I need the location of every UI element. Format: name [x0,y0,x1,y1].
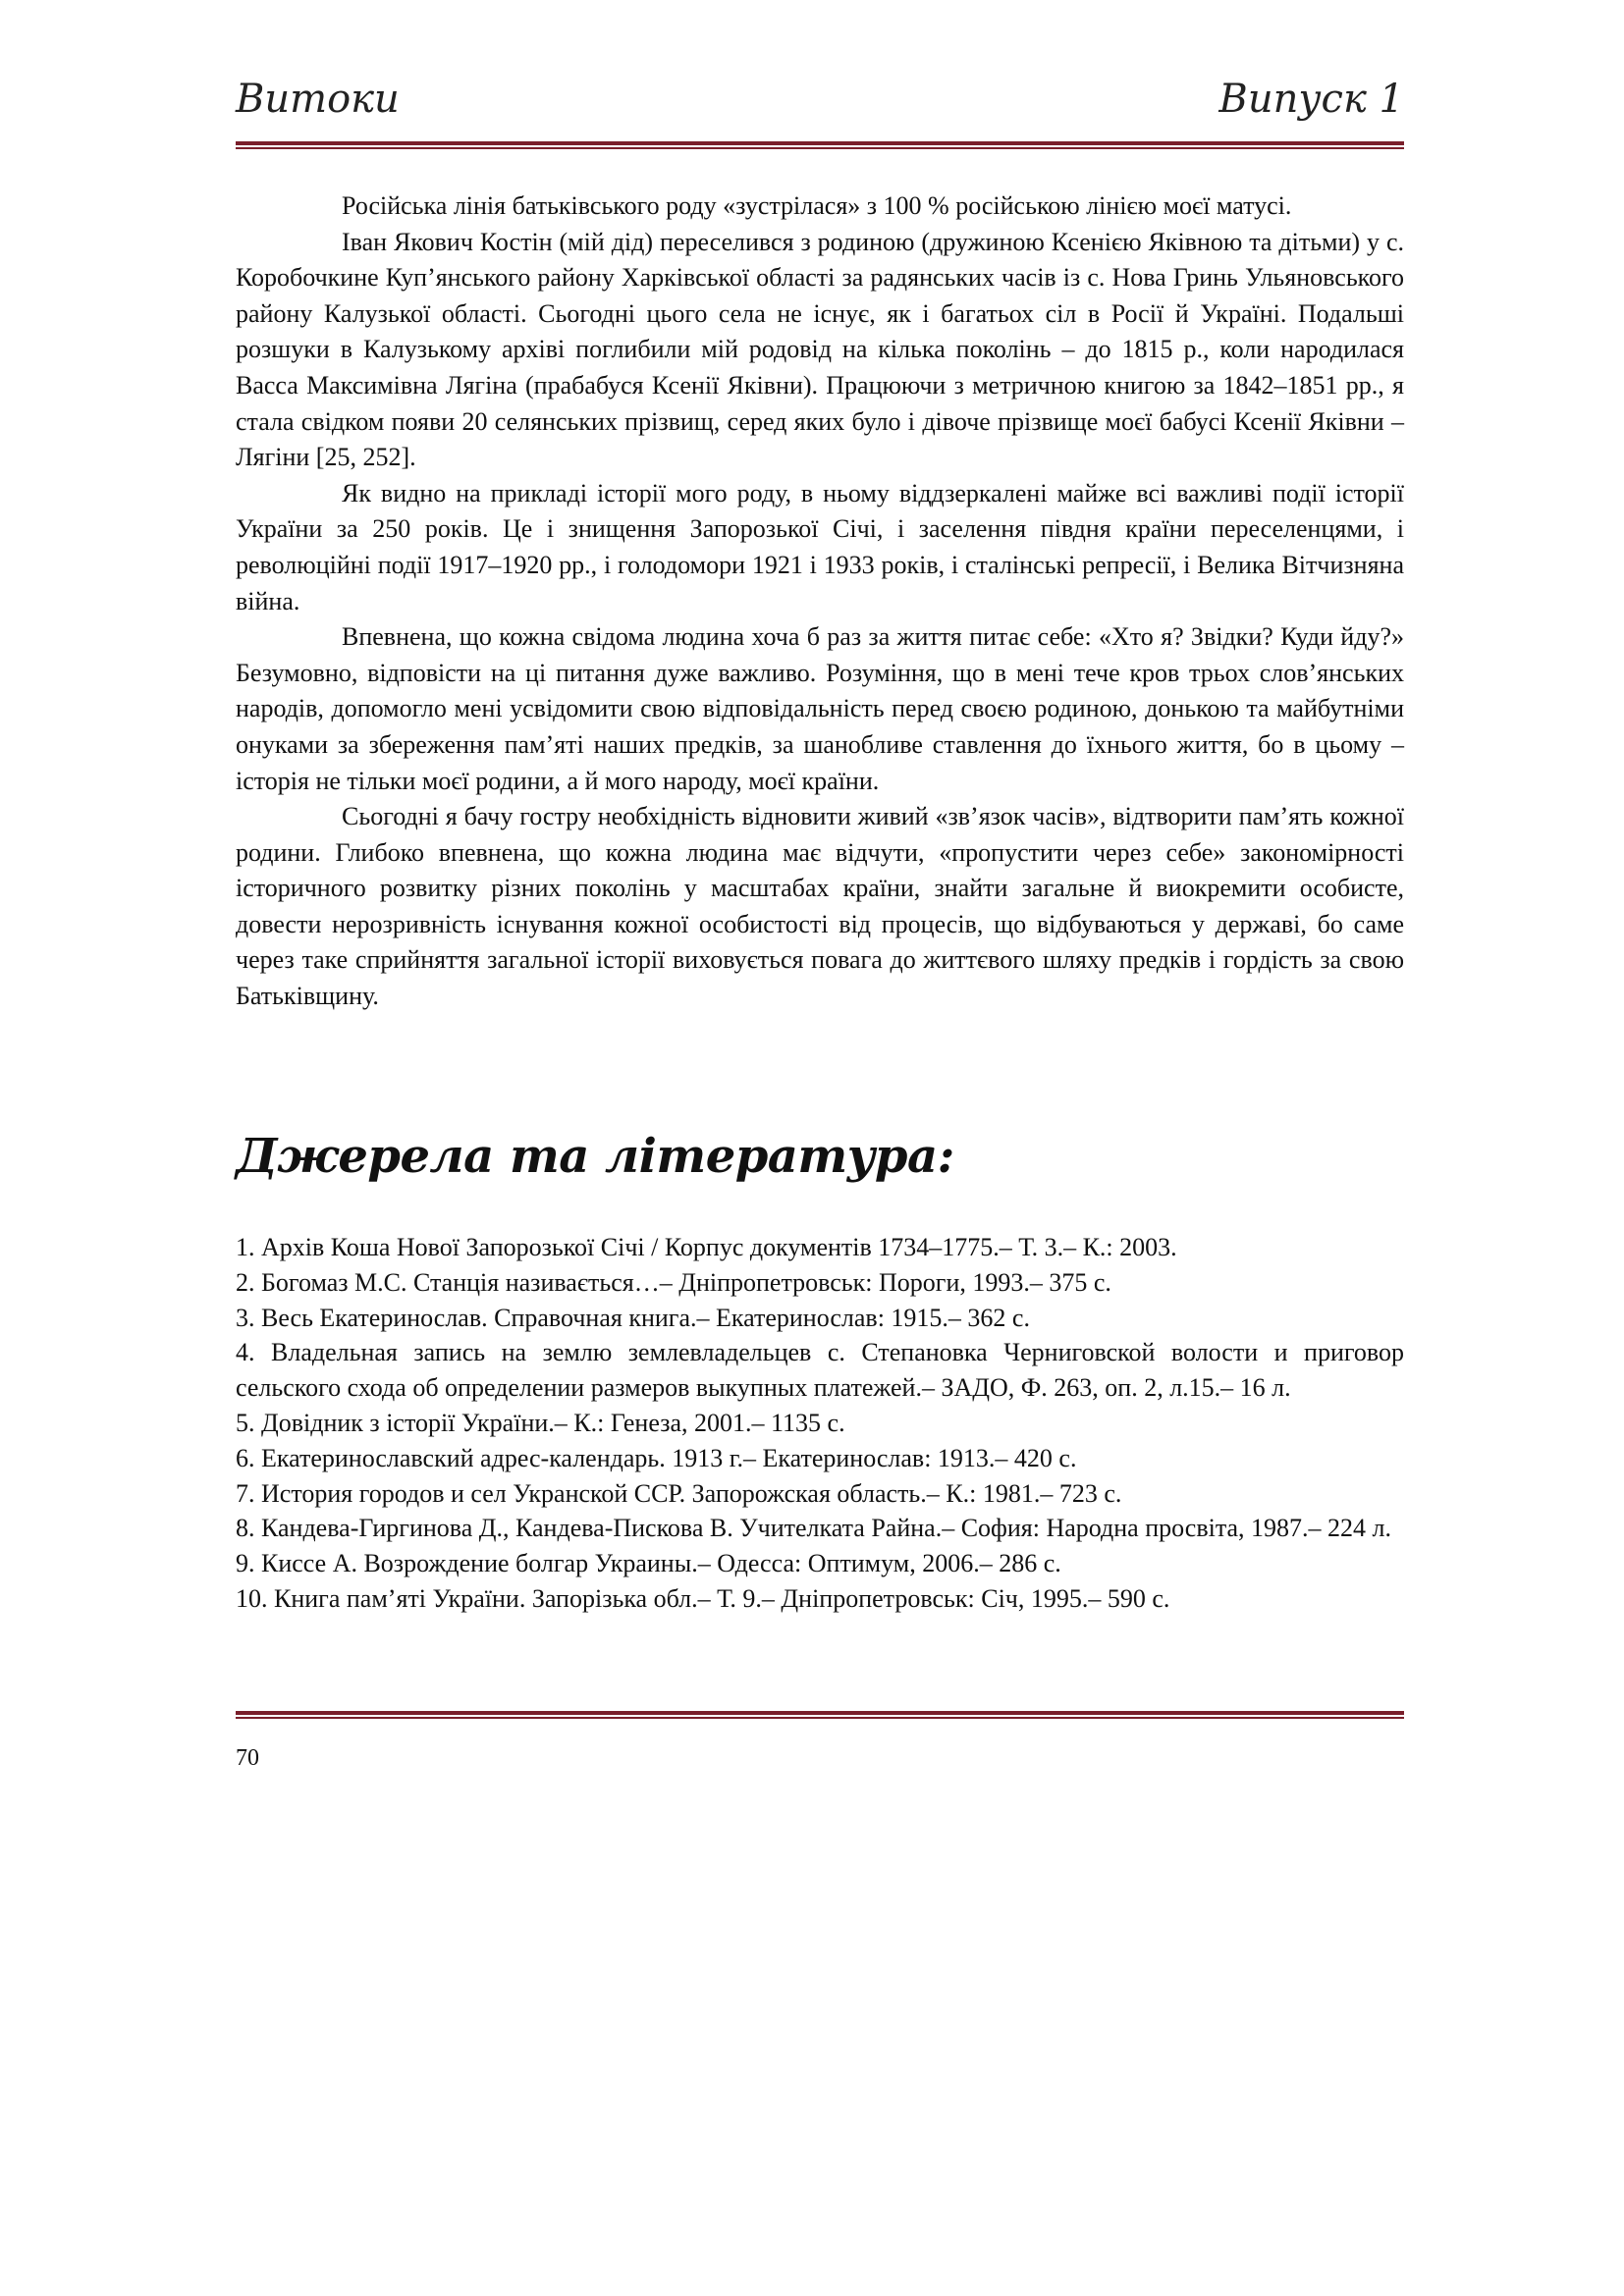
page-number: 70 [236,1745,259,1771]
body-paragraph: Іван Якович Костін (мій дід) переселився з родиною (дружиною Ксенією Яківною та дітьми) у с. Коробочкине Куп’янського району Харківської області за радянських часів із с. Нова Гринь Ульяновського району Калузької області. Сьогодні цього села не існує, як і багатьох сіл в Росії й Україні. Подальші розшуки в Калузькому архіві поглибили мій родовід на кілька поколінь – до 1815 р., коли народилася Васса Максимівна Лягіна (прабабуся Ксенії Яківни). Працюючи з метричною книгою за 1842–1851 рр., я стала свідком появи 20 селянських прізвищ, серед яких було і дівоче прізвище моєї бабусі Ксенії Яківни – Лягіни [25, 252]. [236,227,1404,472]
body-paragraph: Сьогодні я бачу гостру необхідність відновити живий «зв’язок часів», відтворити пам’ять кожної родини. Глибоко впевнена, що кожна людина має відчути, «пропустити через себе» закономірності історичного розвитку різних поколінь у масштабах країни, знайти загальне й виокремити особисте, довести нерозривність існування кожної особистості від процесів, що відбуваються у державі, бо саме через таке сприйняття загальної історії виховується повага до життєвого шляху предків і гордість за свою Батьківщину. [236,802,1404,1011]
reference-item: 5. Довідник з історії України.– К.: Генеза, 2001.– 1135 с. [236,1408,845,1437]
running-header [236,77,1404,132]
reference-item: 8. Кандева-Гиргинова Д., Кандева-Пискова В. Учителката Райна.– София: Народна просвіта, 1987.– 224 л. [236,1514,1392,1543]
body-paragraph: Російська лінія батьківського роду «зустрілася» з 100 % російською лінією моєї матусі. [342,191,1292,220]
references-list [236,1230,1404,1617]
reference-item: 2. Богомаз М.С. Станція називається…– Дніпропетровськ: Пороги, 1993.– 375 с. [236,1267,1111,1297]
reference-item: 10. Книга пам’яті України. Запорізька обл.– Т. 9.– Дніпропетровськ: Січ, 1995.– 590 с. [236,1583,1170,1613]
issue-label: Випуск 1 [1218,77,1404,122]
body-paragraph: Як видно на прикладі історії мого роду, в ньому віддзеркалені майже всі важливі події історії України за 250 років. Це і знищення Запорозької Січі, і заселення півдня країни переселенцями, і революційні події 1917–1920 рр., і голодомори 1921 і 1933 років, і сталінські репресії, і Велика Вітчизняна війна. [236,478,1404,615]
reference-item: 7. История городов и сел Укранской ССР. Запорожская область.– К.: 1981.– 723 с. [236,1478,1122,1508]
reference-item: 3. Весь Екатеринослав. Справочная книга.– Екатеринослав: 1915.– 362 с. [236,1303,1030,1332]
references-heading: Джерела та література: [236,1129,954,1184]
reference-item: 9. Киссе А. Возрождение болгар Украины.– Одесса: Оптимум, 2006.– 286 с. [236,1549,1061,1578]
reference-item: 6. Екатеринославский адрес-календарь. 1913 г.– Екатеринослав: 1913.– 420 с. [236,1443,1077,1472]
reference-item: 4. Владельная запись на землю землевладельцев с. Степановка Черниговской волости и приговор сельского схода об определении размеров выкупных платежей.– ЗАДО, Ф. 263, оп. 2, л.15.– 16 л. [236,1338,1404,1403]
journal-title: Витоки [236,77,400,122]
reference-item: 1. Архів Коша Нової Запорозької Січі / Корпус документів 1734–1775.– Т. 3.– К.: 2003. [236,1233,1177,1261]
body-paragraph: Впевнена, що кожна свідома людина хоча б раз за життя питає себе: «Хто я? Звідки? Куди йду?» Безумовно, відповісти на ці питання дуже важливо. Розуміння, що в мені тече кров трьох слов’янських народів, допомогло мені усвідомити свою відповідальність перед своєю родиною, донькою та майбутніми онуками за збереження пам’яті наших предків, за шанобливе ставлення до їхнього життя, бо в цьому – історія не тільки моєї родини, а й мого народу, моєї країни. [236,622,1404,795]
article-body [236,188,1404,1015]
footer-rule [236,1711,1404,1719]
header-rule [236,141,1404,149]
